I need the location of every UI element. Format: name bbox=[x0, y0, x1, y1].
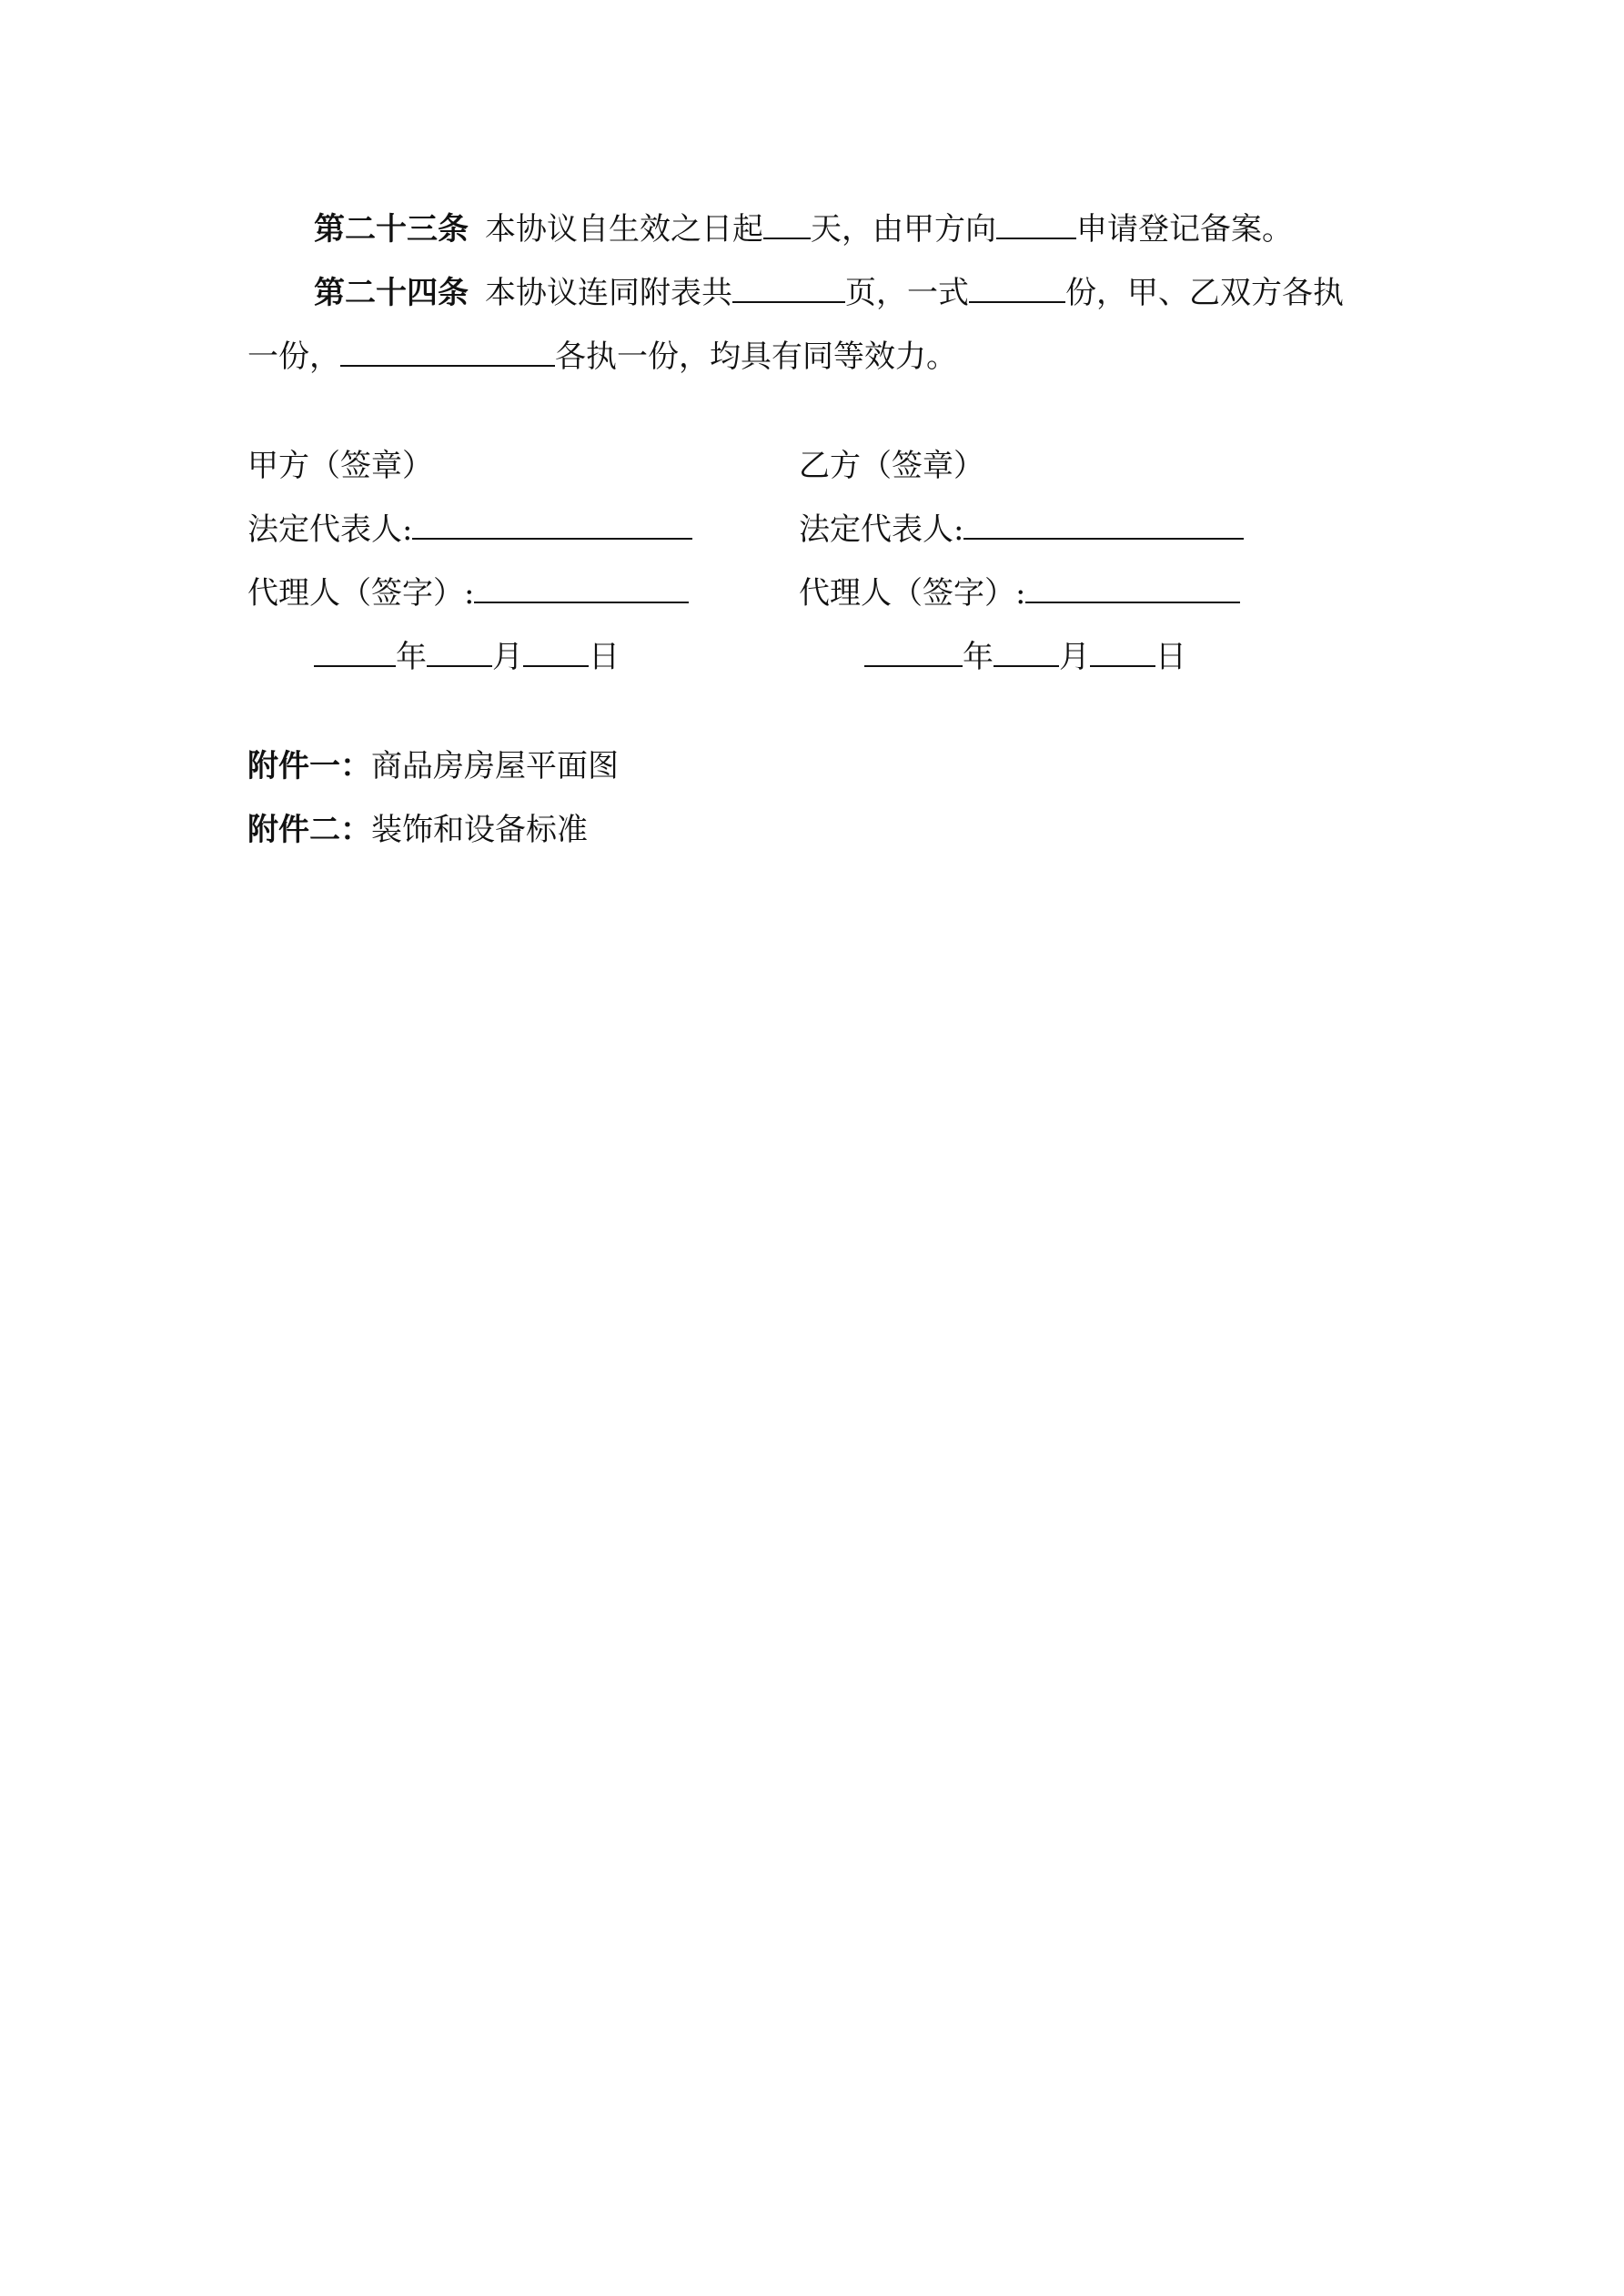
article-23-text-b: 天，由甲方向 bbox=[811, 211, 996, 248]
article-24-text-a: 本协议连同附表共 bbox=[485, 275, 732, 311]
article-24-text-b: 页，一式 bbox=[845, 275, 969, 311]
party-a-agent-blank[interactable] bbox=[474, 574, 689, 603]
article-24-line-1 bbox=[314, 273, 1344, 313]
attachment-2 bbox=[247, 810, 588, 850]
party-b-agent-label: 代理人（签字）: bbox=[799, 575, 1026, 612]
article-23-text-c: 申请登记备案。 bbox=[1076, 211, 1293, 248]
party-b-agent-blank[interactable] bbox=[1025, 574, 1240, 603]
party-b-legal-rep-label: 法定代表人: bbox=[799, 511, 964, 548]
article-24-text-c: 份，甲、乙双方各执 bbox=[1065, 275, 1344, 311]
party-b-title: 乙方（签章） bbox=[799, 448, 984, 484]
article-23 bbox=[314, 209, 1293, 249]
article-24-line2-b: 各执一份，均具有同等效力。 bbox=[555, 339, 957, 375]
party-a-month-label: 月 bbox=[492, 639, 523, 675]
attachment-1 bbox=[247, 746, 619, 786]
attachment-1-label: 附件一： bbox=[247, 748, 371, 784]
party-a-day-label: 日 bbox=[589, 639, 620, 675]
party-b-agent bbox=[799, 573, 1240, 613]
copies-blank[interactable] bbox=[969, 274, 1065, 303]
article-24-line2-a: 一份， bbox=[247, 339, 340, 375]
attachment-2-label: 附件二： bbox=[247, 812, 371, 848]
party-a-legal-rep-label: 法定代表人: bbox=[247, 511, 413, 548]
article-23-heading: 第二十三条 bbox=[314, 211, 469, 248]
party-b-year-label: 年 bbox=[963, 639, 994, 675]
article-23-text-a: 本协议自生效之日起 bbox=[485, 211, 763, 248]
article-24-heading: 第二十四条 bbox=[314, 275, 469, 311]
days-blank[interactable] bbox=[763, 210, 811, 239]
article-24-line-2 bbox=[247, 337, 957, 377]
attachment-2-text: 装饰和设备标准 bbox=[371, 812, 588, 848]
registry-blank[interactable] bbox=[996, 210, 1076, 239]
party-a-date bbox=[314, 637, 620, 677]
party-a-month-blank[interactable] bbox=[427, 638, 492, 667]
party-b-legal-rep bbox=[799, 510, 1244, 550]
party-b-year-blank[interactable] bbox=[864, 638, 963, 667]
party-a-agent-label: 代理人（签字）: bbox=[247, 575, 475, 612]
party-a-legal-rep bbox=[247, 510, 692, 550]
party-b-legal-rep-blank[interactable] bbox=[963, 511, 1244, 540]
other-party-blank[interactable] bbox=[340, 338, 555, 367]
party-b-day-label: 日 bbox=[1155, 639, 1186, 675]
pages-blank[interactable] bbox=[732, 274, 845, 303]
party-b-month-blank[interactable] bbox=[994, 638, 1059, 667]
party-a-agent bbox=[247, 573, 689, 613]
party-b-day-blank[interactable] bbox=[1090, 638, 1155, 667]
party-a-day-blank[interactable] bbox=[523, 638, 589, 667]
party-a-title: 甲方（签章） bbox=[247, 448, 433, 484]
party-b-month-label: 月 bbox=[1059, 639, 1090, 675]
party-a-year-blank[interactable] bbox=[314, 638, 396, 667]
party-a-year-label: 年 bbox=[396, 639, 427, 675]
party-a-legal-rep-blank[interactable] bbox=[412, 511, 692, 540]
attachment-1-text: 商品房房屋平面图 bbox=[371, 748, 619, 784]
party-b-date bbox=[864, 637, 1186, 677]
